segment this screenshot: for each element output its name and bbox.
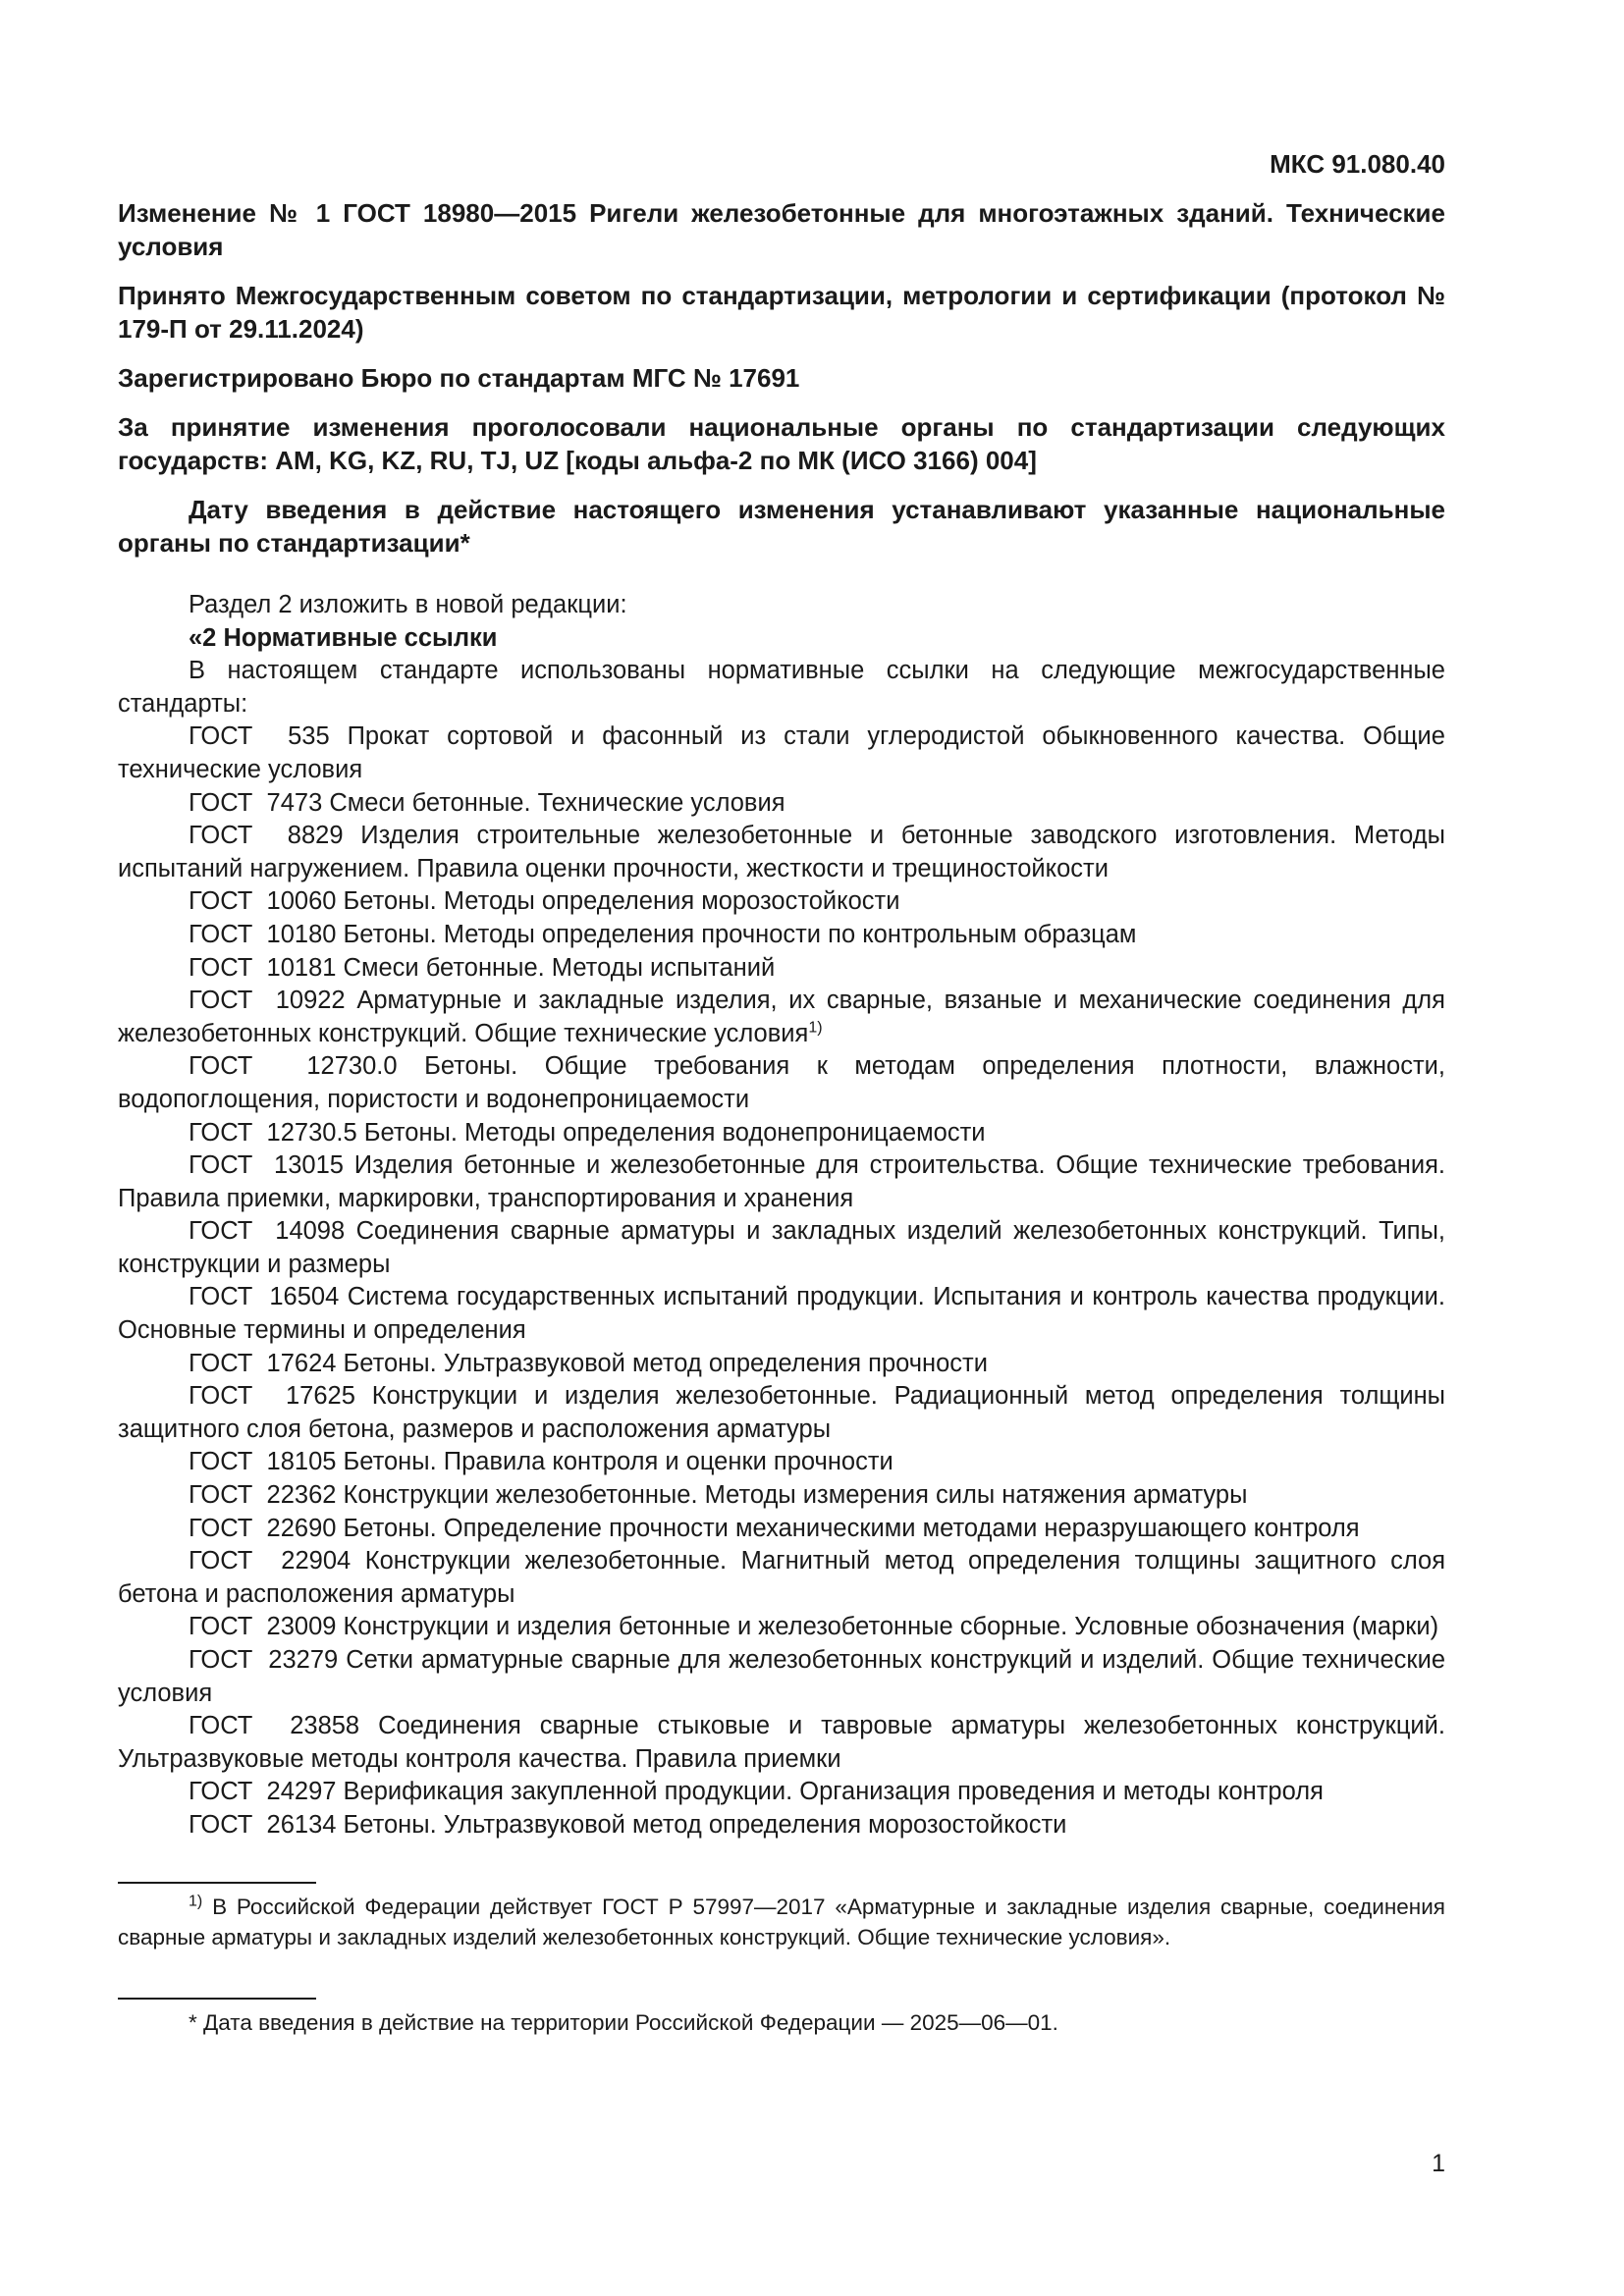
reference-item [118,1479,1445,1513]
reference-item [118,1149,1445,1215]
reference-title: Соединения сварные арматуры и закладных изделий железобетонных конструкций. Типы, конструкции и размеры [118,1217,1445,1278]
reference-code: ГОСТ 26134 [189,1810,337,1839]
reference-code: ГОСТ 23009 [189,1613,337,1641]
reference-item [118,1117,1445,1150]
reference-title: Арматурные и закладные изделия, их сварные, вязаные и механические соединения для железобетонных конструкций. Общие технические условия [118,987,1445,1047]
reference-title: Бетоны. Методы определения прочности по контрольным образцам [343,920,1137,948]
footnote-divider [118,1998,316,2000]
reference-code: ГОСТ 17625 [189,1382,355,1411]
reference-title: Бетоны. Ультразвуковой метод определения морозостойкости [343,1810,1067,1839]
reference-code: ГОСТ 22690 [189,1514,337,1542]
reference-title: Прокат сортовой и фасонный из стали углеродистой обыкновенного качества. Общие технические условия [118,722,1445,783]
reference-title: Бетоны. Общие требования к методам определения плотности, влажности, водопоглощения, пористости и водонепроницаемости [118,1052,1445,1113]
reference-item [118,787,1445,821]
voting-states: За принятие изменения проголосовали национальные органы по стандартизации следующих государств: AM, KG, KZ, RU, TJ, UZ [коды альфа-2 по МК (ИСО 3166) 004] [118,412,1445,475]
reference-item [118,1348,1445,1381]
reference-item [118,1050,1445,1116]
reference-code: ГОСТ 13015 [189,1151,344,1180]
reference-item [118,1380,1445,1446]
reference-item [118,721,1445,786]
reference-code: ГОСТ 23858 [189,1712,360,1740]
reference-item [118,1809,1445,1842]
reference-item [118,1545,1445,1611]
reference-code: ГОСТ 22362 [189,1481,337,1510]
footnote-1-text: В Российской Федерации действует ГОСТ Р 57997—2017 «Арматурные и закладные изделия сварные, соединения сварные арматуры и закладных изделий железобетонных конструкций. Общие технические условия». [118,1894,1445,1949]
reference-item [118,1215,1445,1281]
footnote-asterisk: * Дата введения в действие на территории Российской Федерации — 2025—06—01. [189,2009,1058,2035]
reference-code: ГОСТ 12730.5 [189,1118,357,1147]
reference-title: Смеси бетонные. Технические условия [329,788,785,817]
reference-code: ГОСТ 18105 [189,1448,337,1476]
adopted-by: Принято Межгосударственным советом по стандартизации, метрологии и сертификации (протокол № 179-П от 29.11.2024) [118,281,1445,344]
reference-item [118,1776,1445,1809]
reference-item [118,820,1445,885]
reference-item [118,1611,1445,1644]
reference-item [118,985,1445,1050]
reference-title: Конструкции и изделия железобетонные. Радиационный метод определения толщины защитного слоя бетона, размеров и расположения арматуры [118,1382,1446,1443]
normative-references-list [118,721,1445,1842]
reference-item [118,1644,1445,1710]
amendment-body [118,589,1445,1842]
reference-item [118,1513,1445,1546]
reference-item [118,952,1445,986]
section-lead: В настоящем стандарте использованы нормативные ссылки на следующие межгосударственные стандарты: [118,657,1445,718]
footnote-1 [118,1892,1445,1952]
reference-title: Бетоны. Методы определения морозостойкости [343,887,900,916]
footnote-1-mark: 1) [189,1893,203,1910]
reference-item [118,919,1445,952]
reference-item [118,1446,1445,1479]
reference-code: ГОСТ 10060 [189,887,337,916]
reference-title: Конструкции железобетонные. Магнитный метод определения толщины защитного слоя бетона и расположения арматуры [118,1547,1446,1608]
registration: Зарегистрировано Бюро по стандартам МГС № 17691 [118,363,800,393]
section-title: «2 Нормативные ссылки [189,623,498,652]
mks-code: МКС 91.080.40 [1270,149,1445,179]
reference-title: Система государственных испытаний продукции. Испытания и контроль качества продукции. Основные термины и определения [118,1283,1445,1345]
reference-code: ГОСТ 10181 [189,953,337,982]
document-page [118,147,1445,2038]
reference-code: ГОСТ 23279 [189,1646,339,1674]
reference-title: Соединения сварные стыковые и тавровые арматуры железобетонных конструкций. Ультразвуковые методы контроля качества. Правила приемки [118,1712,1445,1773]
reference-code: ГОСТ 535 [189,722,330,751]
reference-title: Конструкции железобетонные. Методы измерения силы натяжения арматуры [343,1481,1248,1510]
reference-code: ГОСТ 12730.0 [189,1052,398,1081]
reference-item [118,1281,1445,1347]
intro-line: Раздел 2 изложить в новой редакции: [189,591,627,618]
reference-title: Изделия бетонные и железобетонные для строительства. Общие технические требования. Правила приемки, маркировки, транспортирования и хранения [118,1151,1445,1212]
reference-code: ГОСТ 16504 [189,1283,340,1311]
reference-title: Сетки арматурные сварные для железобетонных конструкций и изделий. Общие технические условия [118,1646,1446,1707]
reference-title: Бетоны. Ультразвуковой метод определения прочности [343,1349,988,1377]
reference-title: Бетоны. Определение прочности механическими методами неразрушающего контроля [343,1514,1360,1542]
reference-title: Бетоны. Методы определения водонепроницаемости [363,1118,986,1147]
reference-title: Бетоны. Правила контроля и оценки прочности [343,1448,893,1476]
footnote-divider [118,1882,316,1884]
reference-title: Изделия строительные железобетонные и бетонные заводского изготовления. Методы испытаний нагружением. Правила оценки прочности, жесткости и трещиностойкости [118,822,1445,882]
reference-code: ГОСТ 24297 [189,1778,337,1806]
reference-title: Смеси бетонные. Методы испытаний [343,953,776,982]
reference-code: ГОСТ 8829 [189,822,344,850]
effective-date-note: Дату введения в действие настоящего изменения устанавливают указанные национальные органы по стандартизации* [118,495,1445,558]
footnote-ref-mark: 1) [808,1019,823,1037]
reference-item [118,885,1445,919]
reference-code: ГОСТ 22904 [189,1547,352,1575]
page-number: 1 [1432,2150,1445,2177]
reference-code: ГОСТ 10922 [189,987,346,1015]
amendment-title: Изменение № 1 ГОСТ 18980—2015 Ригели железобетонные для многоэтажных зданий. Технические условия [118,198,1445,261]
reference-item [118,1710,1445,1776]
reference-code: ГОСТ 7473 [189,788,323,817]
reference-code: ГОСТ 17624 [189,1349,337,1377]
reference-code: ГОСТ 10180 [189,920,337,948]
reference-title: Верификация закупленной продукции. Организация проведения и методы контроля [343,1778,1324,1806]
reference-title: Конструкции и изделия бетонные и железобетонные сборные. Условные обозначения (марки) [343,1613,1439,1641]
reference-code: ГОСТ 14098 [189,1217,346,1246]
